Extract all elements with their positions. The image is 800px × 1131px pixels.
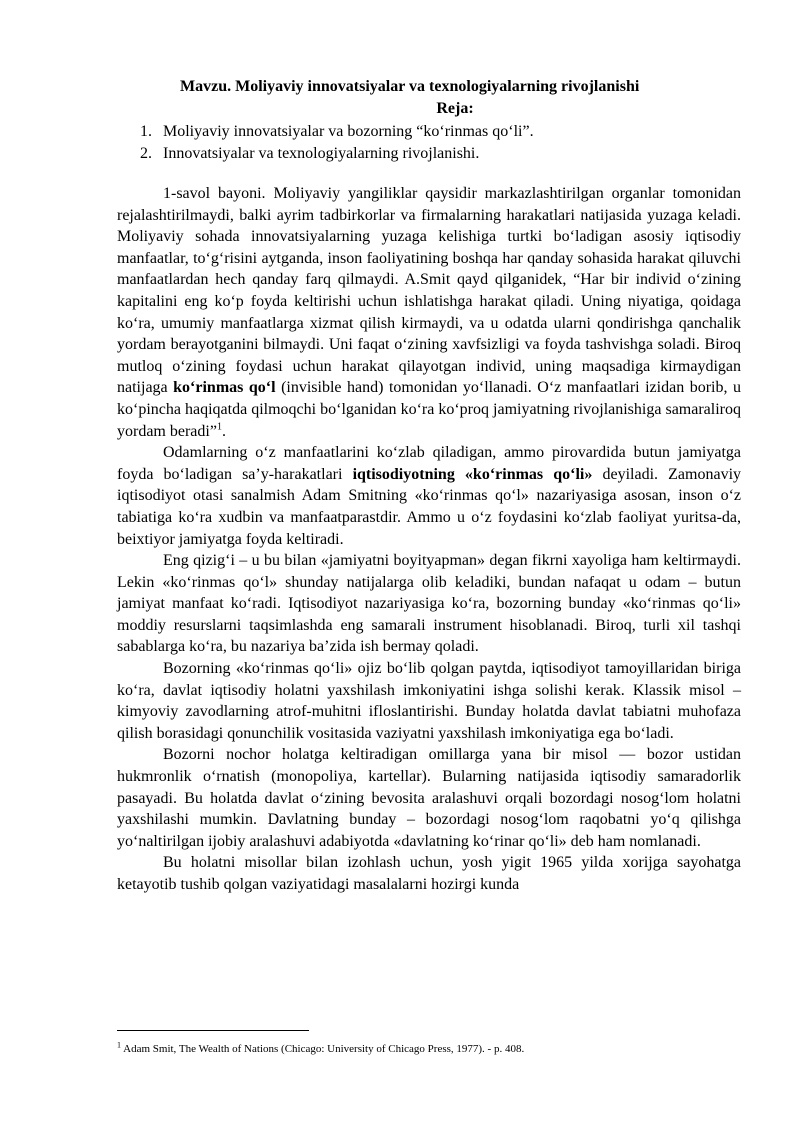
footnote-reference[interactable]: 1: [216, 421, 222, 433]
bold-term: iqtisodiyotning «ko‘rinmas qo‘li»: [352, 465, 593, 483]
plan-item-number: 1.: [140, 123, 152, 140]
plan-item: [117, 143, 757, 165]
bold-term: ko‘rinmas qo‘l: [173, 379, 276, 397]
body-text: [117, 183, 741, 896]
plan-heading: Reja:: [436, 100, 474, 117]
paragraph-text: .: [221, 422, 226, 440]
paragraph-1: [117, 183, 741, 442]
paragraph-6: Bu holatni misollar bilan izohlash uchun, yosh yigit 1965 yilda xorijga sayohatga ketayotib tushib qolgan vaziyatidagi masalalarni hozirgi kunda: [117, 854, 741, 893]
footnote-number: 1: [117, 1040, 121, 1050]
paragraph-text: deyiladi. Zamonaviy iqtisodiyot otasi sanalmish Adam Smitning «ko‘rinmas qo‘l» nazariyasiga asosan, inson o‘z tabiatiga ko‘ra xudbin va manfaatparastdir. Ammo u o‘z foydasini ko‘zlab faoliyat yuritsa-da, beixtiyor jamiyatga foyda keltiradi.: [117, 465, 742, 548]
paragraph-text: 1-savol bayoni. Moliyaviy yangiliklar qaysidir markazlashtirilgan organlar tomonidan rejalashtirilmaydi, balki ayrim tadbirkorlar va firmalarning harakatlari natijasida yuzaga keladi. Moliyaviy sohada innovatsiyalarning yuzaga kelishiga turtki bo‘ladigan asosiy iqtisodiy manfaatlar, to‘g‘risini aytganda, inson faoliyatining boshqa har qanday sohasida harakat qiluvchi manfaatlardan hech qanday farq qilmaydi. A.Smit qayd qilganidek, “Har bir individ o‘zining kapitalini eng ko‘p foyda keltirishi uchun ishlatishga harakat qiladi. Uning niyatiga, qoidaga ko‘ra, umumiy manfaatlarga xizmat qilish kirmaydi, va u odatda ularni qondirishga qanchalik yordam berayotganini bilmaydi. Uni faqat o‘zining xavfsizligi va foyda tashvishga soladi. Biroq mutloq o‘zining foydasi uchun harakat qilayotgan individ, uning maqsadiga kirmaydigan natijaga: [117, 185, 741, 397]
paragraph-5: Bozorni nochor holatga keltiradigan omillarga yana bir misol — bozor ustidan hukmronlik o‘rnatish (monopoliya, kartellar). Bularning natijasida iqtisodiy samaradorlik pasayadi. Bu holatda davlat o‘zining bevosita aralashuvi orqali bozordagi nosog‘lom holatni yaxshilashi mumkin. Davlatning bunday – bozordagi nosog‘lom raqobatni yo‘q qilishga yo‘naltirilgan ijobiy aralashuvi adabiyotda «davlatning ko‘rinar qo‘li» deb ham nomlanadi.: [117, 746, 741, 850]
footnote-text: Adam Smit, The Wealth of Nations (Chicago: University of Chicago Press, 1977). - p. 408.: [121, 1043, 525, 1055]
paragraph-text: Odamlarning o‘z manfaatlarini ko‘zlab qiladigan, ammo pirovardida butun jamiyatga foyda bo‘ladigan sa’y-harakatlari: [117, 444, 741, 483]
footnote: [117, 1042, 741, 1056]
document-title: Mavzu. Moliyaviy innovatsiyalar va texnologiyalarning rivojlanishi: [180, 78, 640, 95]
plan-item-number: 2.: [140, 145, 152, 162]
footnote-separator: [117, 1030, 309, 1031]
plan-list: [117, 121, 757, 165]
paragraph-text: (invisible hand) tomonidan yo‘llanadi. O‘z manfaatlari izidan borib, u ko‘pincha haqiqatda qilmoqchi bo‘lganidan ko‘ra ko‘proq jamiyatning rivojlanishiga samaraliroq yordam beradi”: [117, 379, 741, 440]
plan-item-text: Moliyaviy innovatsiyalar va bozorning “ko‘rinmas qo‘li”.: [163, 123, 534, 140]
paragraph-2: [117, 442, 741, 550]
plan-item: [117, 121, 757, 143]
plan-item-text: Innovatsiyalar va texnologiyalarning rivojlanishi.: [163, 145, 480, 162]
paragraph-4: Bozorning «ko‘rinmas qo‘li» ojiz bo‘lib qolgan paytda, iqtisodiyot tamoyillaridan biriga ko‘ra, davlat iqtisodiy holatni yaxshilash imkoniyatini ishga solishi kerak. Klassik misol – kimyoviy zavodlarning atrof-muhitni ifloslantirishi. Bunday holatda davlat tabiatni muhofaza qilish borasidagi qonunchilik vositasida vaziyatni yaxshilash imkoniyatiga ega bo‘ladi.: [117, 660, 741, 742]
paragraph-3: Eng qizig‘i – u bu bilan «jamiyatni boyityapman» degan fikrni xayoliga ham keltirmaydi. Lekin «ko‘rinmas qo‘l» shunday natijalarga olib keladiki, bundan nafaqat u odam – butun jamiyat manfaat ko‘radi. Iqtisodiyot nazariyasiga ko‘ra, bozorning bunday «ko‘rinmas qo‘li» moddiy resurslarni taqsimlashda eng samarali instrument hisoblanadi. Biroq, turli xil tashqi sabablarga ko‘ra, bu nazariya ba’zida ish bermay qoladi.: [117, 552, 741, 656]
